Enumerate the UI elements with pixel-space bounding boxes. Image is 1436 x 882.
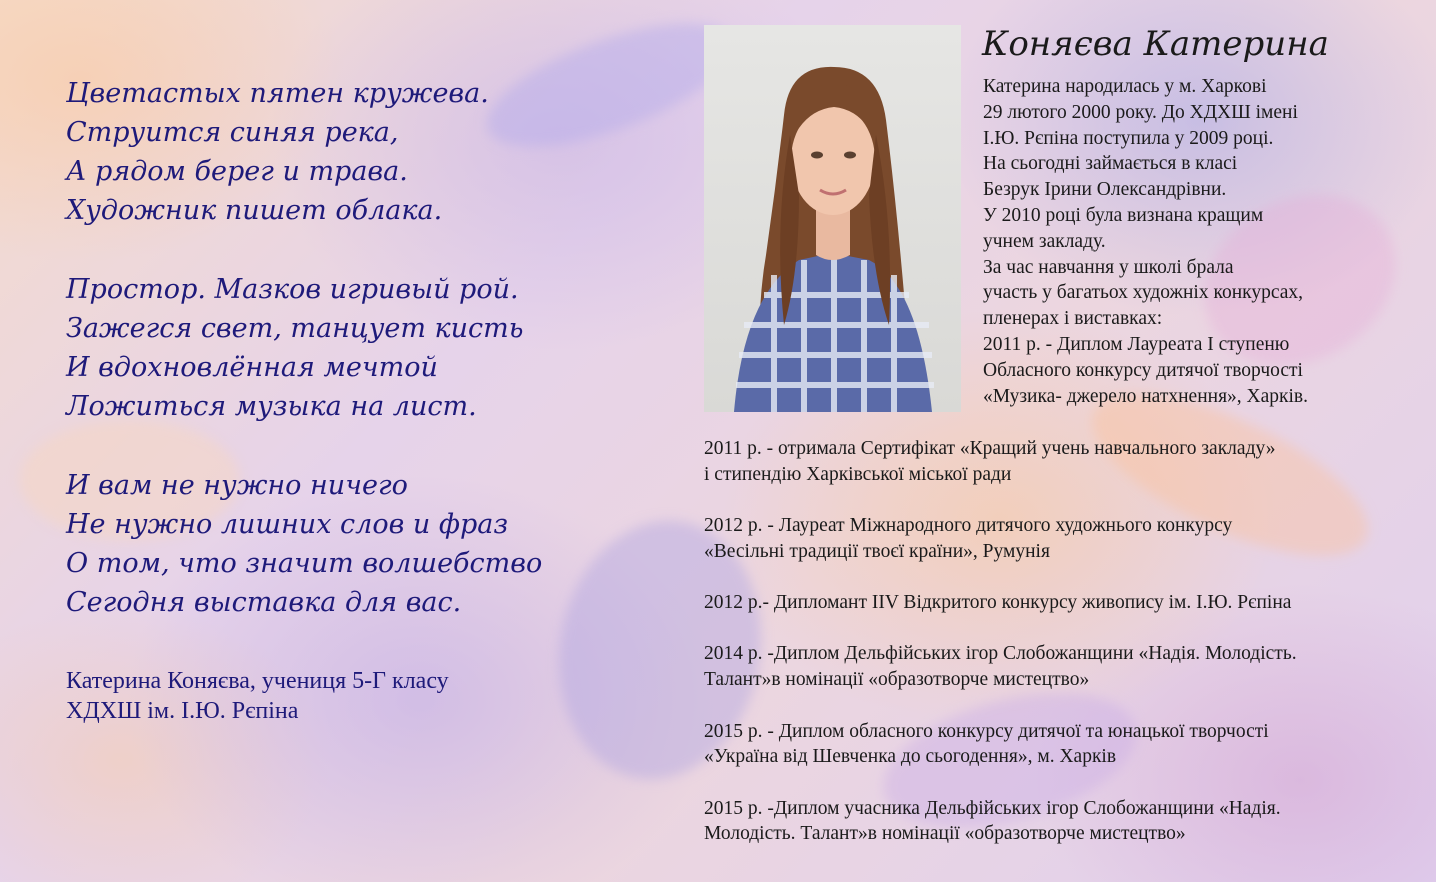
poem-line: Не нужно лишних слов и фраз	[66, 509, 509, 540]
award-line: «Україна від Шевченка до сьогодення», м. Харків	[704, 746, 1117, 768]
award-item	[704, 641, 1424, 693]
bio-line: пленерах і виставках:	[983, 308, 1163, 330]
bio-line: Катерина народилась у м. Харкові	[983, 76, 1267, 97]
awards-list	[704, 436, 1424, 873]
bio-line: 2011 р. - Диплом Лауреата І ступеню	[983, 333, 1290, 355]
award-line: 2011 р. - отримала Сертифікат «Кращий учень навчального закладу»	[704, 438, 1276, 459]
bio-line: У 2010 році була визнана кращим	[983, 204, 1264, 226]
poem-line: Струится синяя река,	[66, 117, 399, 148]
poem-line: Ложиться музыка на лист.	[66, 391, 477, 422]
bio-line: участь у багатьох художніх конкурсах,	[983, 282, 1304, 304]
bio-line: Безрук Ірини Олександрівни.	[983, 179, 1227, 201]
poem-line: Простор. Мазков игривый рой.	[66, 274, 519, 305]
bio-line: «Музика- джерело натхнення», Харків.	[983, 385, 1308, 407]
poem-line: А рядом берег и трава.	[66, 156, 408, 187]
bio-line: На сьогодні займається в класі	[983, 153, 1238, 175]
award-item	[704, 513, 1424, 565]
poem	[66, 74, 626, 662]
award-item	[704, 590, 1424, 616]
bio-line: За час навчання у школі брала	[983, 256, 1234, 278]
bio-line: І.Ю. Рєпіна поступила у 2009 році.	[983, 127, 1274, 149]
award-line: 2012 р.- Дипломант ІІV Відкритого конкурсу живопису ім. І.Ю. Рєпіна	[704, 592, 1292, 614]
award-line: Талант»в номінації «образотворче мистецтво»	[704, 669, 1090, 691]
poem-author	[66, 666, 449, 726]
bio-line: Обласного конкурсу дитячої творчості	[983, 359, 1303, 381]
poem-stanza-2	[66, 270, 626, 426]
author-line: Катерина Коняєва, учениця 5-Г класу	[66, 668, 449, 694]
award-line: 2015 р. -Диплом учасника Дельфійських ігор Слобожанщини «Надія.	[704, 797, 1281, 819]
poem-stanza-3	[66, 466, 626, 622]
profile-name: Коняєва Катерина	[982, 24, 1329, 64]
award-item	[704, 719, 1424, 771]
award-line: 2015 р. - Диплом обласного конкурсу дитячої та юнацької творчості	[704, 720, 1269, 742]
award-line: і стипендію Харківської міської ради	[704, 463, 1012, 485]
award-item	[704, 436, 1424, 488]
award-line: 2012 р. - Лауреат Міжнародного дитячого художнього конкурсу	[704, 515, 1233, 537]
poem-line: Зажегся свет, танцует кисть	[66, 313, 524, 344]
profile-bio	[983, 74, 1423, 409]
award-line: 2014 р. -Диплом Дельфійських ігор Слобожанщини «Надія. Молодість.	[704, 643, 1297, 665]
poem-line: Сегодня выставка для вас.	[66, 587, 462, 618]
bio-line: 29 лютого 2000 року. До ХДХШ імені	[983, 101, 1298, 123]
poem-line: О том, что значит волшебство	[66, 548, 543, 579]
award-line: Молодість. Талант»в номінації «образотворче мистецтво»	[704, 823, 1186, 845]
award-item	[704, 796, 1424, 848]
poem-line: И вдохновлённая мечтой	[66, 352, 438, 383]
author-line: ХДХШ ім. І.Ю. Рєпіна	[66, 698, 299, 724]
portrait-illustration	[704, 25, 961, 412]
portrait-photo	[704, 25, 961, 412]
bio-line: учнем закладу.	[983, 230, 1106, 252]
poem-stanza-1	[66, 74, 626, 230]
award-line: «Весільні традиції твоєї країни», Румунія	[704, 540, 1050, 562]
poem-line: И вам не нужно ничего	[66, 470, 408, 501]
poem-line: Цветастых пятен кружева.	[66, 78, 489, 109]
poem-line: Художник пишет облака.	[66, 195, 443, 226]
